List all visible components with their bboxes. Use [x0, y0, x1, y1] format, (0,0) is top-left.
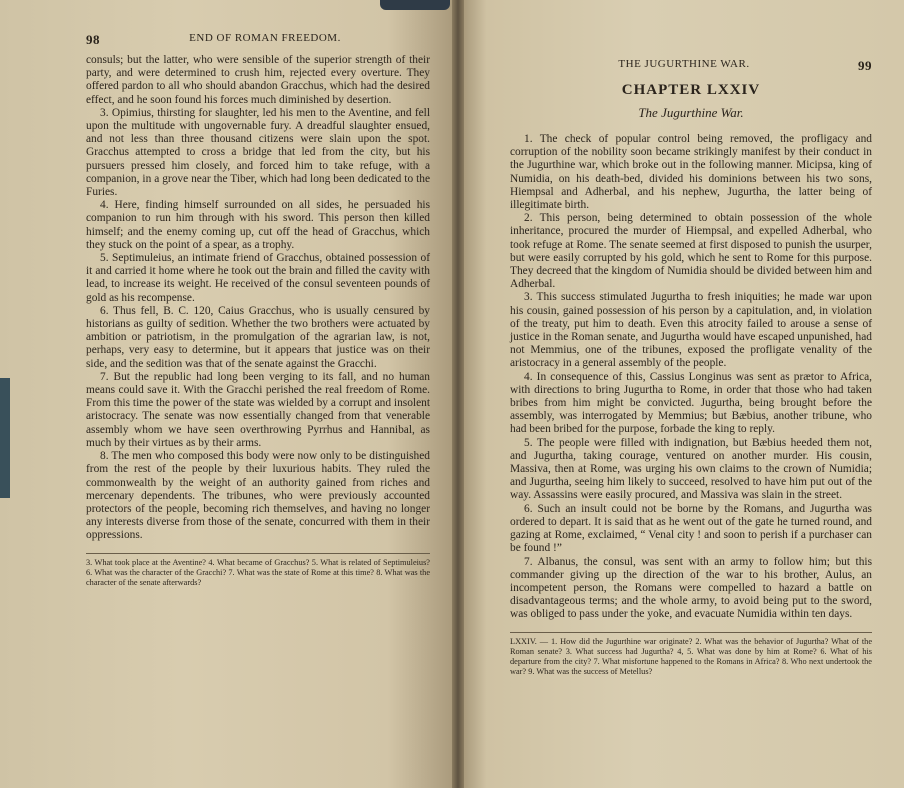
right-paragraph-2: 2. This person, being determined to obtain possession of the whole inheritance, procured the murder of Hiempsal, and expelled Adherbal, who took refuge at Rome. The senate seemed at first disposed to punish the usurper, but were easily corrupted by his gold, which he sent to Rome for this purpose. They decreed that the kingdom of Numidia should be divided between him and Adherbal.	[510, 212, 872, 291]
book-gutter	[452, 0, 464, 788]
left-footnote-rule	[86, 553, 430, 554]
left-paragraph-5: 6. Thus fell, B. C. 120, Caius Gracchus, who is usually censured by historians as guilty of sedition. Whether the two brothers were actuated by ambition or patriotism, in the promulgation of the agrarian law, is not, perhaps, very easy to determine, but it appears that justice was on their side, and the sedition was that of the senate against the Gracchi.	[86, 304, 430, 370]
left-paragraph-6: 7. But the republic had long been verging to its fall, and no human means could save it. With the Gracchi perished the real freedom of Rome. From this time the power of the state was wielded by a corrupt and insolent aristocracy. The senate was now essentially changed from that venerable assembly whom we have seen overthrowing Pyrrhus and Hannibal, as much by their virtues as by their arms.	[86, 370, 430, 449]
right-paragraph-4: 4. In consequence of this, Cassius Longinus was sent as prætor to Africa, with directions to bring Jugurtha to Rome, in order that those who had taken bribes from him might be convicted. Jugurtha, being brought before the assembly, was interrogated by Memmius; but Bæbius, another tribune, who had been bribed for the purpose, forbade the king to reply.	[510, 370, 872, 436]
right-running-title: THE JUGURTHINE WAR.	[618, 58, 750, 70]
left-paragraph-1: consuls; but the latter, who were sensible of the superior strength of their party, and were determined to crush him, rejected every overture. They offered pardon to all who should abandon Gracchus, which had the desired effect, and he soon found his forces much diminished by desertion.	[86, 54, 430, 106]
left-running-title: END OF ROMAN FREEDOM.	[189, 32, 341, 44]
chapter-subtitle: The Jugurthine War.	[638, 105, 744, 120]
left-paragraph-7: 8. The men who composed this body were now only to be distinguished from the rest of the people by their luxurious habits. They ruled the commonwealth by the weight of an authority gained from riches and mercenary dependents. The tribunes, who were previously accounted protectors of the people, becoming rich themselves, and having no longer any interests diverse from those of the senate, concurred with them in their oppressions.	[86, 450, 430, 542]
chapter-title: CHAPTER LXXIV	[621, 82, 761, 98]
right-footnote: LXXIV. — 1. How did the Jugurthine war originate? 2. What was the behavior of Jugurtha? What of the Roman senate? 3. What success had Jugurtha? 4, 5. What was done by him at Rome? 6. What of his departure from the city? 7. What misfortune happened to the Romans in Africa? 8. Who next undertook the war? 9. What was the success of Metellus?	[510, 636, 872, 676]
right-paragraph-7: 7. Albanus, the consul, was sent with an army to follow him; but this commander giving up the direction of the war to his brother, Aulus, an incompetent person, the Romans were compelled to hazard a battle on disadvantageous terms; and the whole army, to avoid being put to the sword, was obliged to pass under the yoke, and evacuate Numidia within ten days.	[510, 555, 872, 621]
right-paragraph-6: 6. Such an insult could not be borne by the Romans, and Jugurtha was ordered to depart. It is said that as he went out of the gate he turned round, and gazing at Rome, exclaimed, “ Venal city ! and soon to perish if a purchaser can be found !”	[510, 502, 872, 555]
left-running-head	[86, 32, 430, 48]
page-marker-tab	[0, 378, 10, 498]
left-paragraph-2: 3. Opimius, thirsting for slaughter, led his men to the Aventine, and fell upon the multitude with ungovernable fury. A dreadful slaughter ensued, and not less than three thousand citizens were slain upon the spot. Gracchus attempted to cross a bridge that led from the city, but his pursuers pressed him closely, and forced him to take refuge, with a companion, in a grove near the Tiber, which had long been dedicated to the Furies.	[86, 106, 430, 199]
right-page-number: 99	[858, 58, 872, 73]
right-running-head	[510, 58, 872, 74]
right-page	[460, 0, 904, 788]
right-paragraph-5: 5. The people were filled with indignation, but Bæbius heeded them not, and Jugurtha, taking courage, ventured on another murder. His cousin, Massiva, then at Rome, was urging his own claims to the crown of Numidia; and Jugurtha, seeing him likely to succeed, resolved to have him put out of the way. Assassins were easily procured, and Massiva was slain in the street.	[510, 436, 872, 502]
left-paragraph-4: 5. Septimuleius, an intimate friend of Gracchus, obtained possession of it and carried it home where he took out the brain and filled the cavity with lead, to increase its weight. He received of the consul seventeen pounds of gold as his recompense.	[86, 252, 430, 304]
book-spine-edge	[380, 0, 450, 10]
right-paragraph-3: 3. This success stimulated Jugurtha to fresh iniquities; he made war upon his cousin, gained possession of his person by a capitulation, and, in violation of the treaty, put him to death. Even this atrocity failed to arouse a sense of justice in the Roman senate, and Jugurtha would have escaped unpunished, had not Memmius, one of the tribunes, exposed the profligate venality of the aristocracy in a general assembly of the people.	[510, 291, 872, 370]
left-page-number: 98	[86, 32, 100, 47]
left-footnote: 3. What took place at the Aventine? 4. What became of Gracchus? 5. What is related of Septimuleius? 6. What was the character of the Gracchi? 7. What was the state of Rome at this time? 8. What was the character of the senate afterwards?	[86, 557, 430, 587]
right-paragraph-1: 1. The check of popular control being removed, the profligacy and corruption of the nobility soon became strikingly manifest by their conduct in the Jugurthine war, which broke out in the following manner. Micipsa, king of Numidia, on his death-bed, divided his dominions between his two sons, Hiempsal and Adherbal, and his nephew, Jugurtha, the latter being of illegitimate birth.	[510, 133, 872, 212]
left-paragraph-3: 4. Here, finding himself surrounded on all sides, he persuaded his companion to run him through with his sword. This person then killed himself; and the enemy coming up, cut off the head of Gracchus, which they stuck on the point of a spear, as a trophy.	[86, 199, 430, 251]
right-footnote-rule	[510, 632, 872, 633]
